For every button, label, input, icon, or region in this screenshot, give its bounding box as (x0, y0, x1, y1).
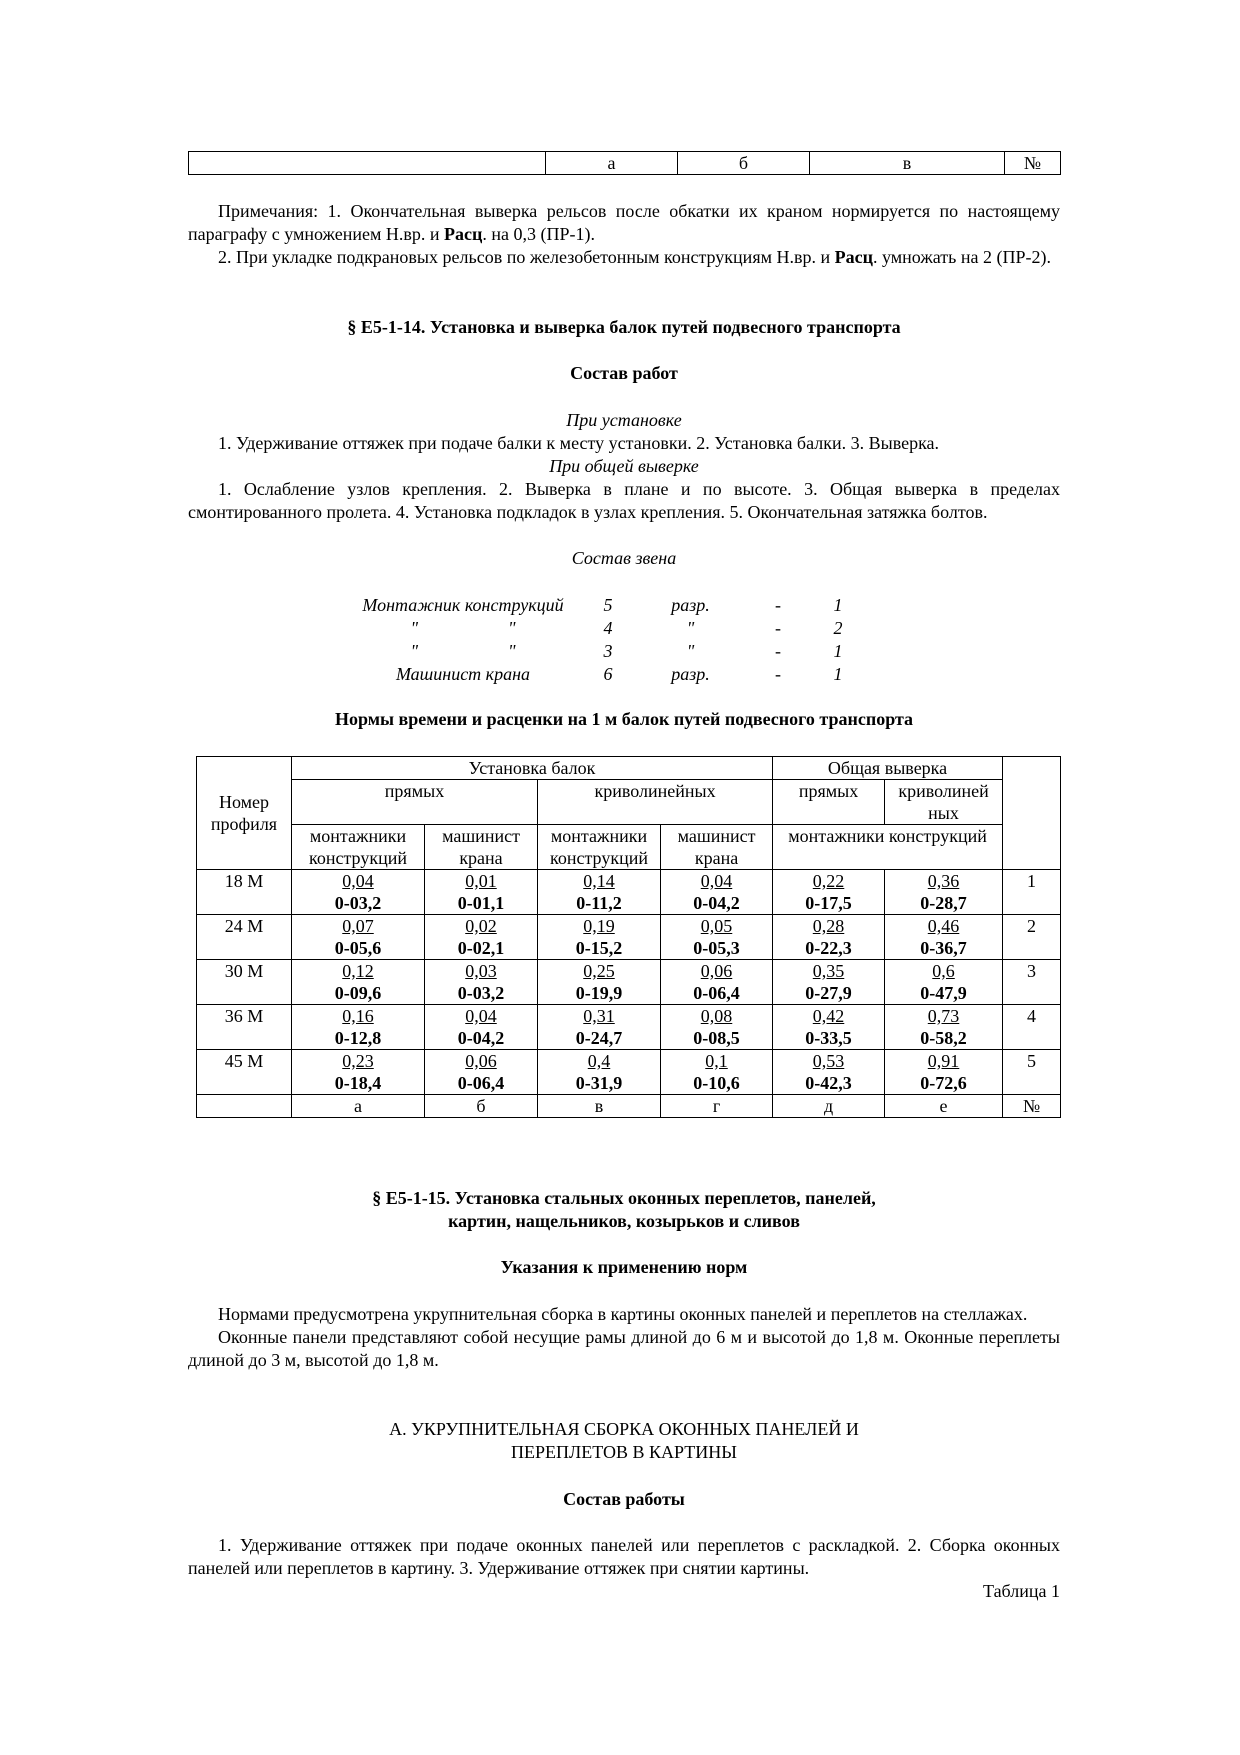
crew-count: 1 (833, 664, 843, 684)
note-bold: Расц (444, 224, 483, 244)
rate-value: 0-19,9 (575, 983, 623, 1003)
crew-count: 1 (833, 641, 843, 661)
crew-name: " " (410, 641, 516, 661)
table-row (197, 1050, 1061, 1095)
table-cell: в (810, 152, 1005, 175)
row-number: 4 (1003, 1005, 1061, 1050)
note-text: Примечания: 1. Окончательная выверка рельсов после обкатки их краном нормируется по настоящему параграфу с умножением Н.вр. и (188, 201, 1060, 244)
table-label: Таблица 1 (983, 1581, 1060, 1601)
norm-cell (661, 1005, 773, 1050)
header-curved: криволинейных (538, 780, 773, 825)
rate-value: 0-24,7 (575, 1028, 623, 1048)
table-title: Нормы времени и расценки на 1 м балок путей подвесного транспорта (334, 709, 914, 729)
notes-block (188, 200, 1060, 269)
header-general-curved: криволиней ных (885, 780, 1003, 825)
rate-value: 0-36,7 (920, 938, 967, 958)
rate-value: 0-72,6 (920, 1073, 967, 1093)
crew-list (348, 594, 863, 686)
crew-grade: 5 (603, 595, 613, 615)
section-title-line2: картин, нащельников, козырьков и сливов (448, 1211, 800, 1231)
norm-cell (661, 870, 773, 915)
section-title: § Е5-1-14. Установка и выверка балок путей подвесного транспорта (347, 317, 901, 337)
subsection-title-line1: А. УКРУПНИТЕЛЬНАЯ СБОРКА ОКОННЫХ ПАНЕЛЕЙ И (389, 1419, 859, 1439)
norms-table (196, 756, 1061, 1118)
table-header-row (197, 825, 1061, 870)
header-installers: монтажники конструкций (538, 825, 661, 870)
time-norm: 0,1 (705, 1051, 728, 1071)
time-norm: 0,73 (927, 1006, 960, 1026)
table-row (197, 915, 1061, 960)
norm-cell (292, 1050, 425, 1095)
time-norm: 0,07 (342, 916, 374, 936)
footer-cell: д (773, 1095, 885, 1118)
rate-value: 0-33,5 (805, 1028, 852, 1048)
table-cell: а (546, 152, 678, 175)
footer-cell: в (538, 1095, 661, 1118)
row-number: 5 (1003, 1050, 1061, 1095)
rate-value: 0-02,1 (457, 938, 505, 958)
time-norm: 0,31 (583, 1006, 615, 1026)
time-norm: 0,12 (342, 961, 374, 981)
norm-cell (885, 1005, 1003, 1050)
time-norm: 0,25 (583, 961, 615, 981)
norm-cell (885, 915, 1003, 960)
rate-value: 0-04,2 (693, 893, 740, 913)
norm-cell (292, 870, 425, 915)
rate-value: 0-17,5 (805, 893, 852, 913)
norm-cell (425, 915, 538, 960)
table-cell: № (1005, 152, 1061, 175)
section-title-line1: § Е5-1-15. Установка стальных оконных переплетов, панелей, (372, 1188, 876, 1208)
note-bold: Расц (834, 247, 873, 267)
rate-value: 0-18,4 (334, 1073, 382, 1093)
norm-cell (292, 960, 425, 1005)
table-cell: б (678, 152, 810, 175)
time-norm: 0,28 (812, 916, 845, 936)
header-crane-operator: машинист крана (425, 825, 538, 870)
crew-grade: 6 (603, 664, 613, 684)
header-crane-operator: машинист крана (661, 825, 773, 870)
table-header-row (197, 757, 1061, 780)
guide-heading: Указания к применению норм (500, 1257, 748, 1277)
time-norm: 0,04 (700, 871, 733, 891)
subsection-title-line2: ПЕРЕПЛЕТОВ В КАРТИНЫ (511, 1442, 737, 1462)
table-cell (189, 152, 546, 175)
profile-cell: 30 М (197, 960, 292, 1005)
rate-value: 0-58,2 (920, 1028, 967, 1048)
crew-name: Монтажник конструкций (362, 595, 564, 615)
crew-row (348, 594, 863, 617)
time-norm: 0,01 (465, 871, 497, 891)
time-norm: 0,91 (927, 1051, 960, 1071)
time-norm: 0,53 (812, 1051, 845, 1071)
norm-cell (885, 870, 1003, 915)
note-2 (188, 246, 1060, 269)
note-text: . умножать на 2 (ПР-2). (872, 247, 1051, 267)
norms-table-body (197, 870, 1061, 1095)
table-header-row (197, 780, 1061, 825)
crew-dash: - (775, 618, 781, 638)
crew-unit: разр. (671, 595, 710, 615)
previous-table-footer (188, 151, 1061, 175)
rate-value: 0-05,3 (693, 938, 740, 958)
table-row (197, 870, 1061, 915)
crew-heading: Состав звена (571, 548, 677, 568)
crew-unit: " (686, 618, 695, 638)
rate-value: 0-04,2 (457, 1028, 505, 1048)
time-norm: 0,04 (342, 871, 374, 891)
crew-unit: " (686, 641, 695, 661)
work-text: 1. Удерживание оттяжек при подаче оконных панелей или переплетов с раскладкой. 2. Сборка оконных панелей или переплетов в картину. 3. Удерживание оттяжек при снятии картины. (188, 1535, 1060, 1578)
norm-cell (538, 915, 661, 960)
time-norm: 0,02 (465, 916, 497, 936)
rate-value: 0-01,1 (457, 893, 505, 913)
rate-value: 0-28,7 (920, 893, 967, 913)
time-norm: 0,19 (583, 916, 615, 936)
header-install: Установка балок (292, 757, 773, 780)
note-text: . на 0,3 (ПР-1). (482, 224, 595, 244)
note-text: 2. При укладке подкрановых рельсов по железобетонным конструкциям Н.вр. и (218, 247, 835, 267)
norm-cell (538, 870, 661, 915)
rate-value: 0-06,4 (693, 983, 740, 1003)
table-footer-row (197, 1095, 1061, 1118)
crew-unit: разр. (671, 664, 710, 684)
norm-cell (885, 1050, 1003, 1095)
norm-cell (661, 960, 773, 1005)
time-norm: 0,06 (465, 1051, 497, 1071)
norm-cell (538, 960, 661, 1005)
norm-cell (425, 960, 538, 1005)
time-norm: 0,06 (700, 961, 733, 981)
install-heading: При установке (566, 410, 682, 430)
rate-value: 0-03,2 (334, 893, 382, 913)
time-norm: 0,4 (587, 1051, 611, 1071)
time-norm: 0,04 (465, 1006, 497, 1026)
norm-cell (773, 915, 885, 960)
profile-cell: 18 М (197, 870, 292, 915)
time-norm: 0,6 (932, 961, 955, 981)
norm-cell (773, 1050, 885, 1095)
header-installers: монтажники конструкций (773, 825, 1003, 870)
rate-value: 0-47,9 (920, 983, 967, 1003)
crew-name: " " (410, 618, 516, 638)
guide-paragraph: Нормами предусмотрена укрупнительная сборка в картины оконных панелей и переплетов на стеллажах. (218, 1304, 1028, 1324)
crew-row (348, 640, 863, 663)
row-number: 2 (1003, 915, 1061, 960)
header-general-straight: прямых (773, 780, 885, 825)
norm-cell (292, 1005, 425, 1050)
rate-value: 0-12,8 (334, 1028, 382, 1048)
crew-dash: - (775, 641, 781, 661)
time-norm: 0,36 (927, 871, 960, 891)
work-heading: Состав работы (563, 1489, 685, 1509)
crew-dash: - (775, 664, 781, 684)
crew-count: 2 (833, 618, 843, 638)
row-number: 3 (1003, 960, 1061, 1005)
norm-cell (425, 870, 538, 915)
row-number: 1 (1003, 870, 1061, 915)
table-row (197, 1005, 1061, 1050)
footer-cell: № (1003, 1095, 1061, 1118)
note-1 (188, 200, 1060, 246)
crew-grade: 3 (603, 641, 613, 661)
profile-cell: 36 М (197, 1005, 292, 1050)
footer-cell: а (292, 1095, 425, 1118)
norm-cell (773, 870, 885, 915)
header-general: Общая выверка (773, 757, 1003, 780)
time-norm: 0,16 (342, 1006, 374, 1026)
general-text: 1. Ослабление узлов крепления. 2. Выверка в плане и по высоте. 3. Общая выверка в пределах смонтированного пролета. 4. Установка подкладок в узлах крепления. 5. Окончательная затяжка болтов. (188, 479, 1060, 522)
crew-dash: - (775, 595, 781, 615)
rate-value: 0-10,6 (693, 1073, 740, 1093)
norm-cell (885, 960, 1003, 1005)
time-norm: 0,35 (812, 961, 845, 981)
norm-cell (661, 915, 773, 960)
rate-value: 0-42,3 (805, 1073, 852, 1093)
rate-value: 0-27,9 (805, 983, 852, 1003)
header-profile: Номер профиля (197, 757, 292, 870)
time-norm: 0,08 (700, 1006, 733, 1026)
header-number-blank (1003, 757, 1061, 870)
guide-text (188, 1303, 1060, 1372)
rate-value: 0-05,6 (334, 938, 382, 958)
norm-cell (425, 1050, 538, 1095)
norm-cell (773, 960, 885, 1005)
rate-value: 0-15,2 (575, 938, 623, 958)
rate-value: 0-31,9 (575, 1073, 623, 1093)
time-norm: 0,22 (812, 871, 845, 891)
footer-cell (197, 1095, 292, 1118)
time-norm: 0,14 (583, 871, 615, 891)
rate-value: 0-08,5 (693, 1028, 740, 1048)
table-row (197, 960, 1061, 1005)
crew-count: 1 (833, 595, 843, 615)
general-heading: При общей выверке (549, 456, 699, 476)
time-norm: 0,03 (465, 961, 497, 981)
table-row (189, 152, 1061, 175)
work-heading: Состав работ (570, 363, 678, 383)
profile-cell: 45 М (197, 1050, 292, 1095)
norm-cell (538, 1050, 661, 1095)
norm-cell (773, 1005, 885, 1050)
footer-cell: е (885, 1095, 1003, 1118)
header-installers: монтажники конструкций (292, 825, 425, 870)
crew-name: Машинист крана (395, 664, 531, 684)
install-text: 1. Удерживание оттяжек при подаче балки к месту установки. 2. Установка балки. 3. Выверка. (218, 433, 940, 453)
rate-value: 0-22,3 (805, 938, 852, 958)
crew-row (348, 663, 863, 686)
time-norm: 0,05 (700, 916, 733, 936)
rate-value: 0-11,2 (576, 893, 622, 913)
norm-cell (661, 1050, 773, 1095)
rate-value: 0-06,4 (457, 1073, 505, 1093)
profile-cell: 24 М (197, 915, 292, 960)
norm-cell (292, 915, 425, 960)
time-norm: 0,23 (342, 1051, 374, 1071)
norm-cell (425, 1005, 538, 1050)
header-straight: прямых (292, 780, 538, 825)
footer-cell: г (661, 1095, 773, 1118)
norm-cell (538, 1005, 661, 1050)
crew-grade: 4 (603, 618, 613, 638)
time-norm: 0,46 (927, 916, 960, 936)
guide-paragraph: Оконные панели представляют собой несущие рамы длиной до 6 м и высотой до 1,8 м. Оконные переплеты длиной до 3 м, высотой до 1,8 м. (188, 1327, 1060, 1370)
footer-cell: б (425, 1095, 538, 1118)
time-norm: 0,42 (812, 1006, 845, 1026)
rate-value: 0-03,2 (457, 983, 505, 1003)
rate-value: 0-09,6 (334, 983, 382, 1003)
crew-row (348, 617, 863, 640)
